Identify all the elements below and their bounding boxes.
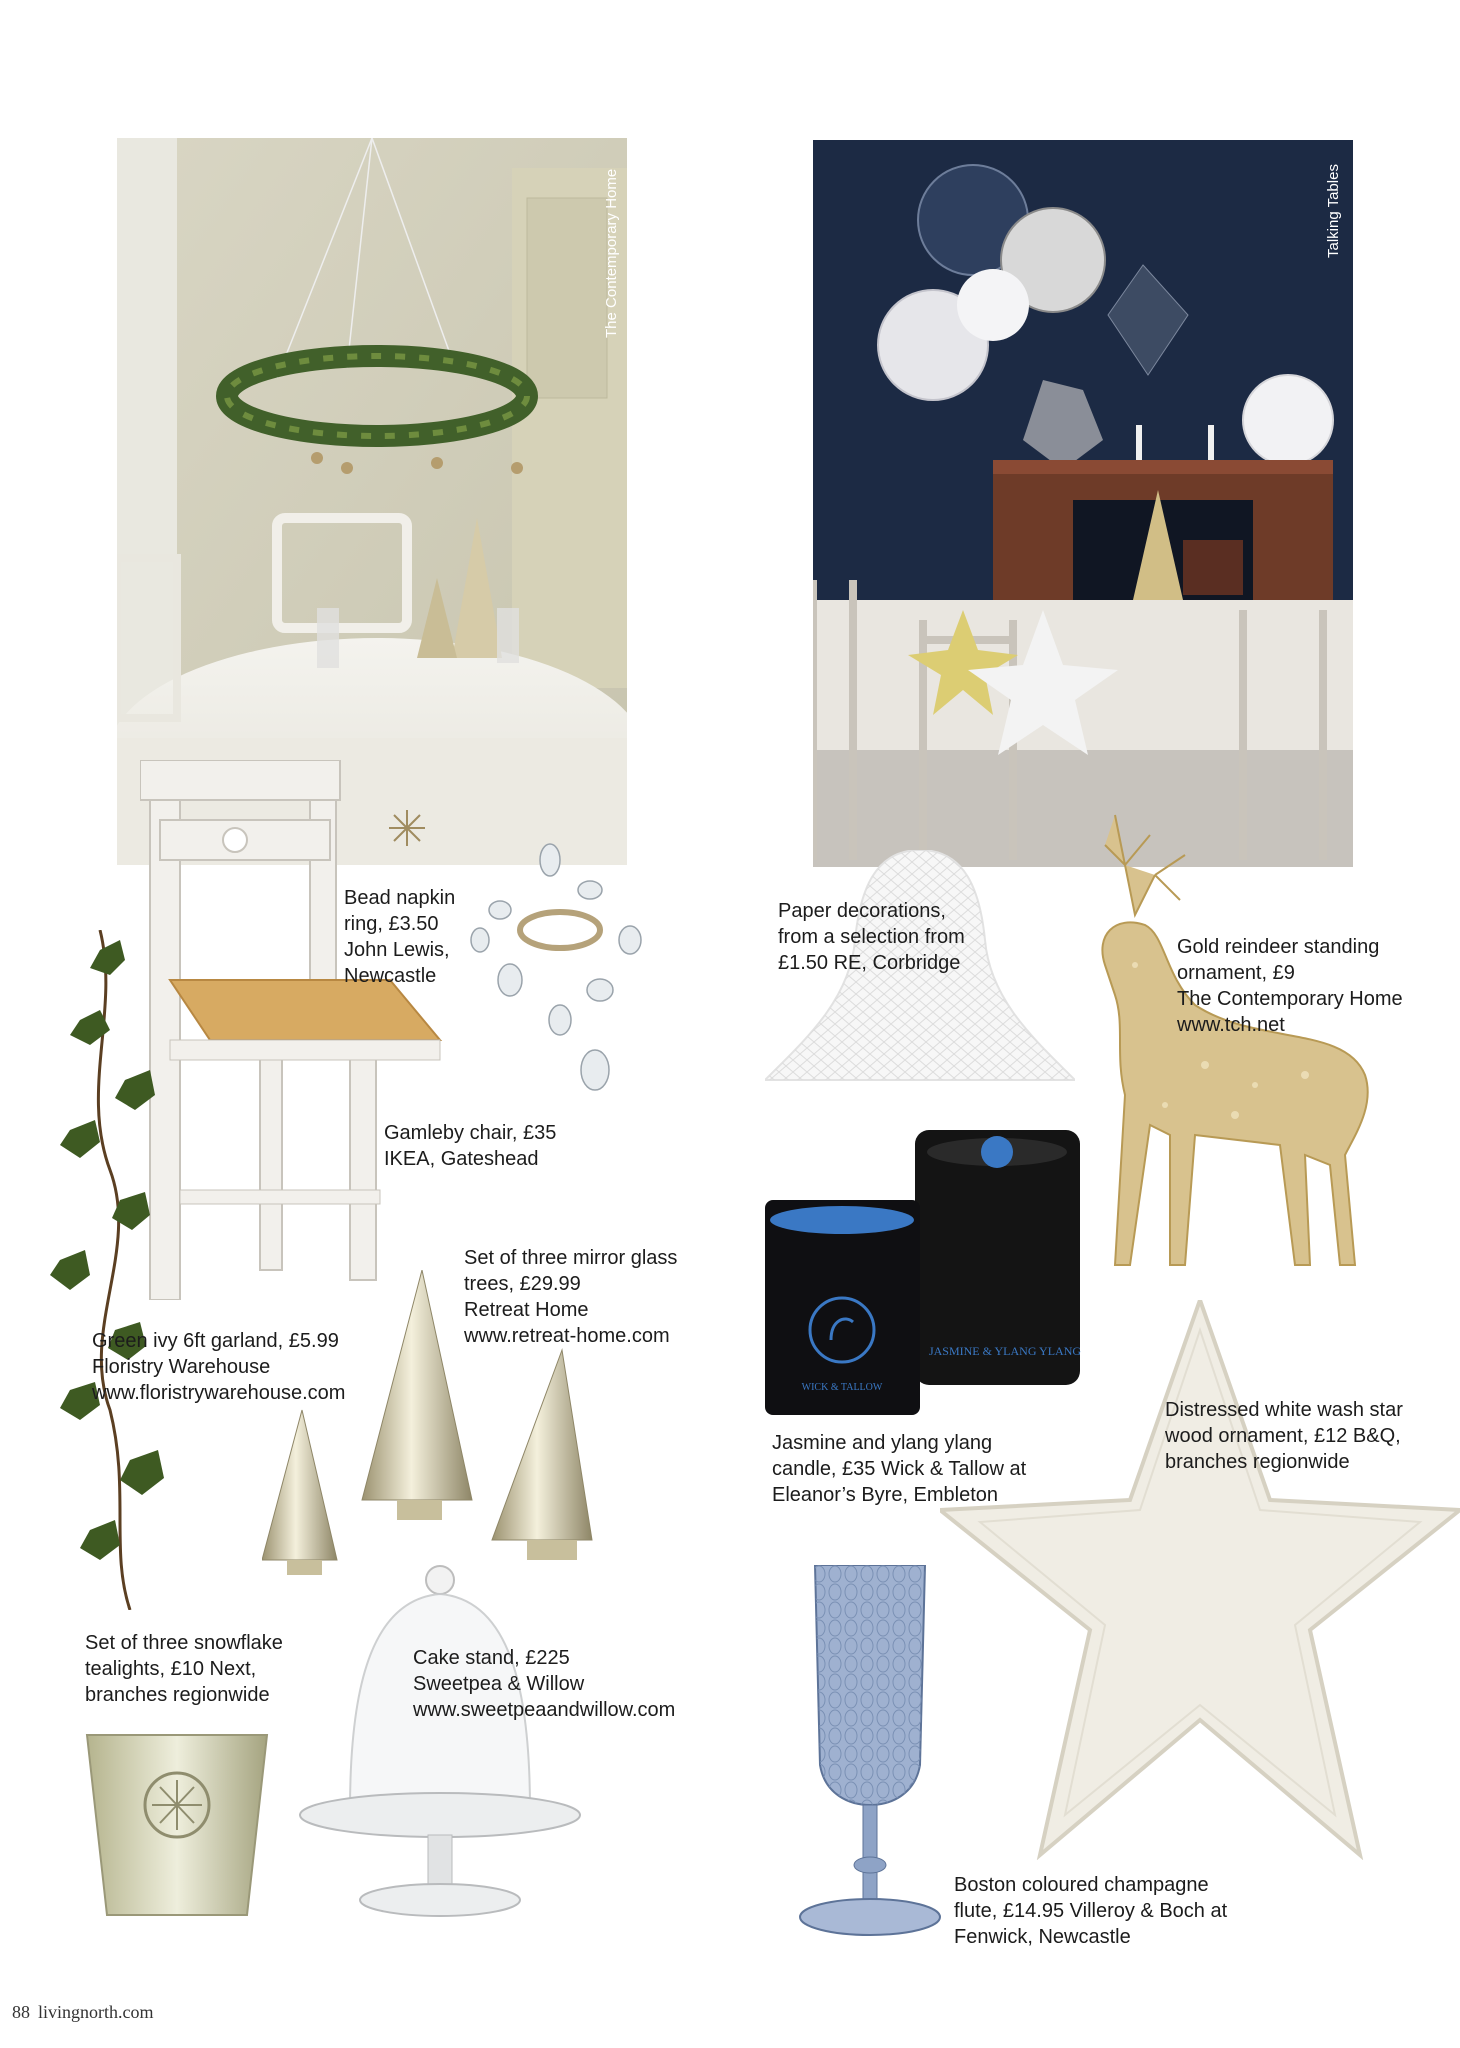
caption-line: www.tch.net [1177,1014,1285,1036]
caption-white-wash-star [1165,1397,1403,1475]
caption-line: IKEA, Gateshead [384,1148,539,1170]
caption-cake-stand [413,1645,675,1723]
caption-line: ring, £3.50 [344,913,439,935]
caption-line: Gold reindeer standing [1177,936,1380,958]
gold-reindeer-image [1055,805,1415,1285]
photo-talking-tables-party [813,140,1353,867]
caption-line: branches regionwide [85,1684,270,1706]
photo-credit-left: The Contemporary Home [603,168,620,338]
caption-bead-napkin-ring [344,885,455,989]
snowflake-tealight-image [82,1725,272,1925]
candle-brand-label: WICK & TALLOW [801,1382,883,1393]
dining-room-photo [117,138,627,865]
caption-line: www.sweetpeaandwillow.com [413,1699,676,1721]
caption-line: Green ivy 6ft garland, £5.99 [92,1330,339,1352]
gamleby-chair-image [140,760,450,1300]
caption-line: branches regionwide [1165,1451,1350,1473]
caption-line: Distressed white wash star [1165,1399,1403,1421]
caption-snowflake-tealights [85,1630,283,1708]
caption-line: Newcastle [344,965,437,987]
caption-line: Boston coloured champagne [954,1874,1209,1896]
caption-champagne-flute [954,1872,1227,1950]
caption-line: Gamleby chair, £35 [384,1122,557,1144]
page-number: 88 [12,2002,30,2022]
party-room-photo [813,140,1353,867]
caption-line: www.floristrywarehouse.com [92,1382,346,1404]
caption-line: £1.50 RE, Corbridge [778,952,961,974]
caption-line: Retreat Home [464,1299,589,1321]
caption-line: Bead napkin [344,887,456,909]
caption-line: Floristry Warehouse [92,1356,271,1378]
page-footer [12,2002,162,2023]
caption-jasmine-candle [772,1430,1026,1508]
caption-line: flute, £14.95 Villeroy & Boch at [954,1900,1228,1922]
candle-box-label: JASMINE & YLANG YLANG [928,1344,1082,1358]
caption-line: www.retreat-home.com [464,1325,670,1347]
photo-contemporary-home-table [117,138,627,865]
caption-line: Fenwick, Newcastle [954,1926,1131,1948]
caption-line: candle, £35 Wick & Tallow at [772,1458,1027,1480]
caption-line: Sweetpea & Willow [413,1673,585,1695]
bead-napkin-ring-image [440,830,670,1100]
caption-mirror-trees [464,1245,677,1349]
champagne-flute-image [795,1565,945,1945]
caption-line: from a selection from [778,926,965,948]
caption-paper-decorations [778,898,965,976]
caption-line: Eleanor’s Byre, Embleton [772,1484,999,1506]
site-url: livingnorth.com [38,2002,154,2022]
caption-gamleby-chair [384,1120,556,1172]
caption-line: Paper decorations, [778,900,946,922]
ivy-garland-image [40,930,180,1610]
caption-line: John Lewis, [344,939,450,961]
caption-line: Set of three snowflake [85,1632,283,1654]
caption-gold-reindeer [1177,934,1403,1038]
caption-line: Jasmine and ylang ylang [772,1432,993,1454]
photo-credit-right: Talking Tables [1325,164,1342,258]
caption-line: The Contemporary Home [1177,988,1403,1010]
cake-stand-image [290,1560,590,1940]
caption-line: Cake stand, £225 [413,1647,570,1669]
caption-line: tealights, £10 Next, [85,1658,257,1680]
caption-line: wood ornament, £12 B&Q, [1165,1425,1401,1447]
white-wash-star-image [940,1300,1460,1860]
caption-ivy-garland [92,1328,345,1406]
caption-line: trees, £29.99 [464,1273,581,1295]
caption-line: Set of three mirror glass [464,1247,678,1269]
caption-line: ornament, £9 [1177,962,1295,984]
